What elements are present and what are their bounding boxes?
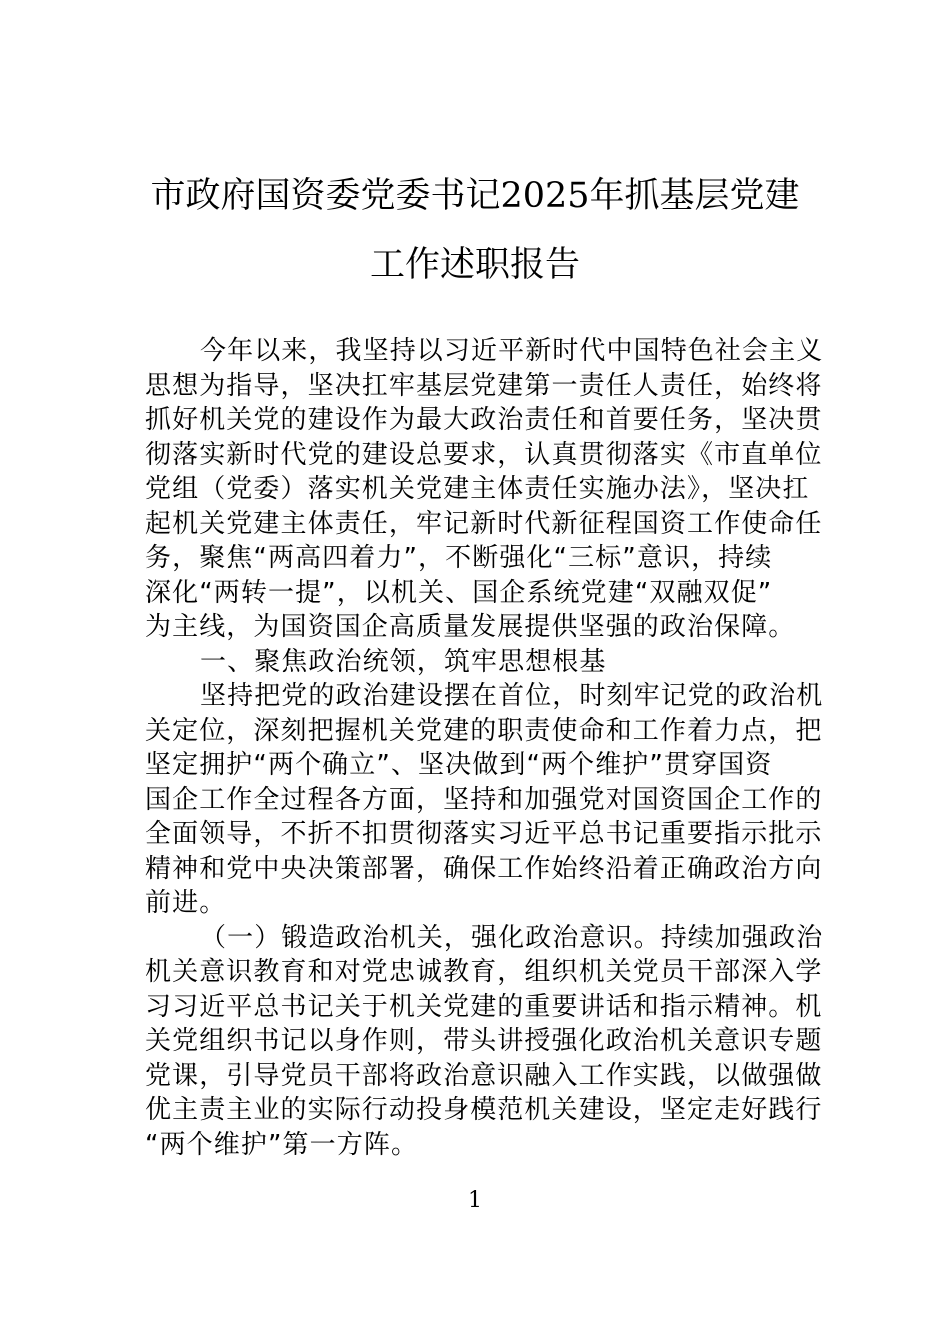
text-line: 党组（党委）落实机关党建主体责任实施办法》，坚决扛: [145, 474, 810, 504]
text-line: 为主线，为国资国企高质量发展提供坚强的政治保障。: [145, 612, 796, 642]
text-line: 一、聚焦政治统领，筑牢思想根基: [200, 646, 607, 677]
document-title-line-1: 市政府国资委党委书记2025年抓基层党建: [150, 176, 800, 216]
document-title-line-2: 工作述职报告: [369, 245, 580, 285]
text-line: 优主责主业的实际行动投身模范机关建设，坚定走好践行: [145, 1095, 823, 1125]
text-line: 思想为指导，坚决扛牢基层党建第一责任人责任，始终将: [145, 370, 823, 401]
text-line: 务，聚焦“两高四着力”，不断强化“三标”意识，持续: [145, 543, 773, 573]
text-line: 国企工作全过程各方面，坚持和加强党对国资国企工作的: [145, 784, 823, 815]
text-line: 深化“两转一提”，以机关、国企系统党建“双融双促”: [145, 577, 773, 608]
text-line: 抓好机关党的建设作为最大政治责任和首要任务，坚决贯: [145, 405, 823, 435]
text-line: 坚定拥护“两个确立”、坚决做到“两个维护”贯穿国资: [145, 750, 773, 780]
document-body: [145, 334, 824, 1162]
text-line: 坚持把党的政治建设摆在首位，时刻牢记党的政治机: [200, 681, 824, 711]
text-line: 前进。: [145, 888, 227, 918]
text-line: 精神和党中央决策部署，确保工作始终沿着正确政治方向: [145, 853, 823, 884]
text-line: 起机关党建主体责任，牢记新时代新征程国资工作使命任: [145, 508, 823, 539]
text-line: 关党组织书记以身作则，带头讲授强化政治机关意识专题: [145, 1026, 823, 1056]
text-line: 习习近平总书记关于机关党建的重要讲话和指示精神。机: [145, 991, 823, 1022]
text-line: （一）锻造政治机关，强化政治意识。持续加强政治: [200, 922, 824, 953]
text-line: 今年以来，我坚持以习近平新时代中国特色社会主义: [200, 336, 824, 366]
text-line: 彻落实新时代党的建设总要求，认真贯彻落实《市直单位: [145, 439, 823, 470]
text-line: 全面领导，不折不扣贯彻落实习近平总书记重要指示批示: [145, 819, 823, 849]
text-line: “两个维护”第一方阵。: [145, 1129, 419, 1160]
text-line: 关定位，深刻把握机关党建的职责使命和工作着力点，把: [145, 715, 823, 746]
page-number: 1: [468, 1188, 482, 1213]
text-line: 党课，引导党员干部将政治意识融入工作实践，以做强做: [145, 1060, 823, 1091]
text-line: 机关意识教育和对党忠诚教育，组织机关党员干部深入学: [145, 957, 823, 987]
